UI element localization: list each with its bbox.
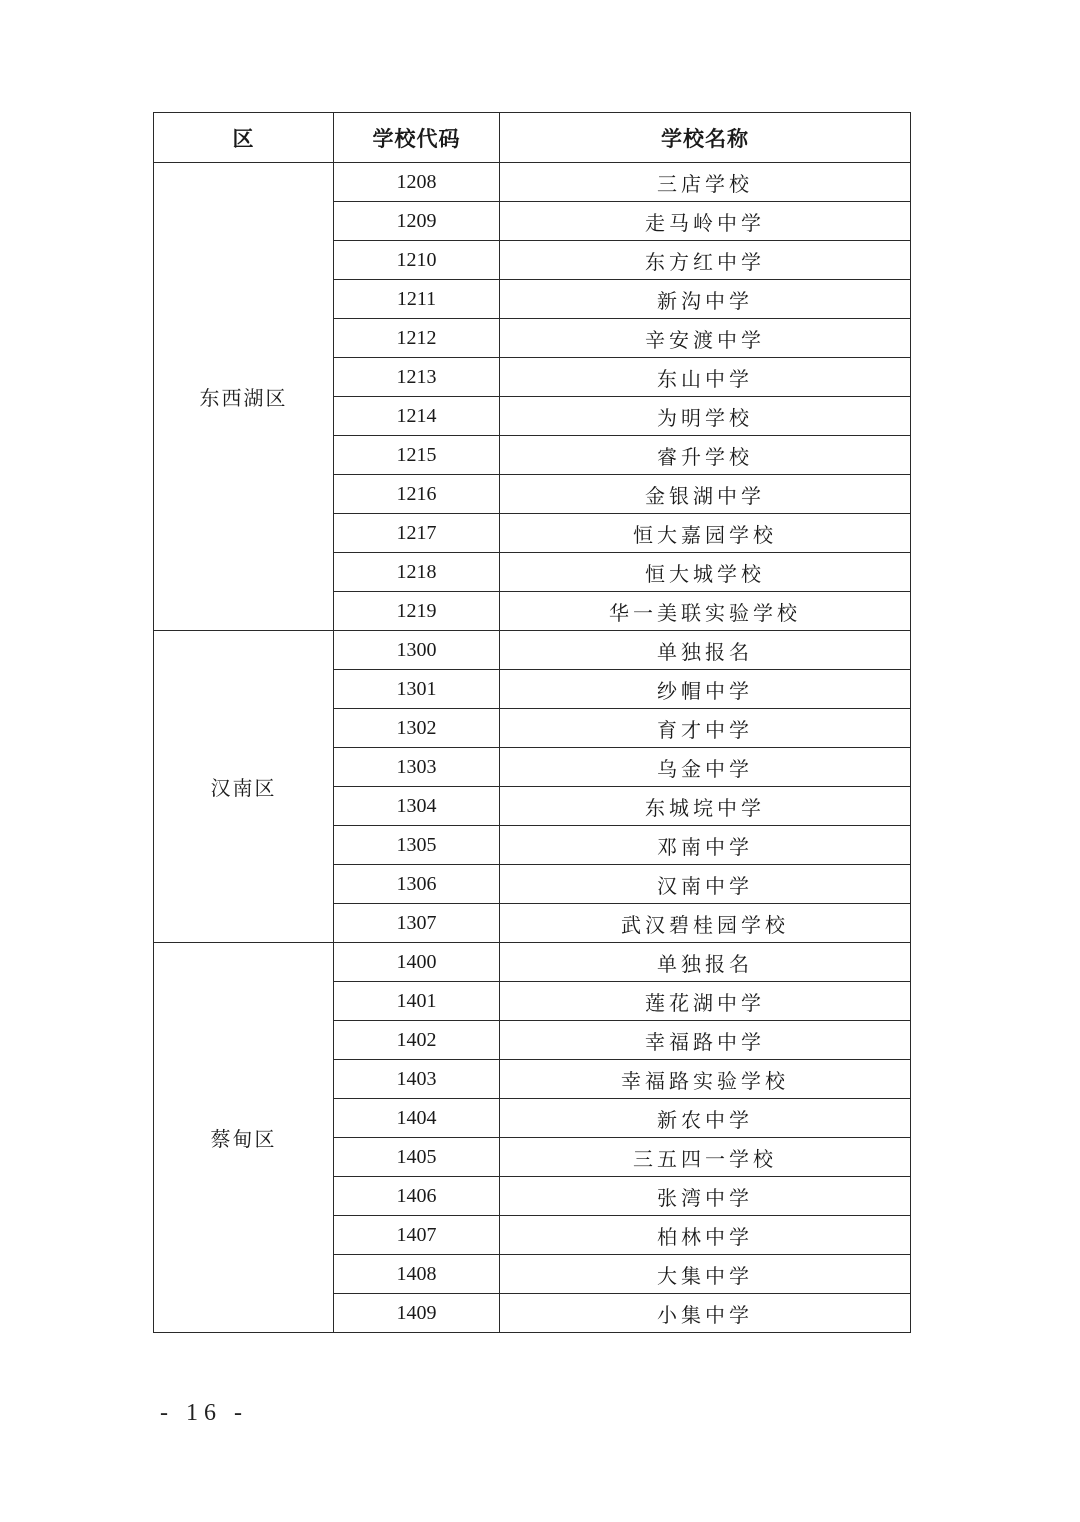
school-code-cell: 1213: [334, 358, 500, 397]
school-code-cell: 1300: [334, 631, 500, 670]
school-name-cell: 汉南中学: [500, 865, 911, 904]
school-name-cell: 辛安渡中学: [500, 319, 911, 358]
school-name-cell: 新农中学: [500, 1099, 911, 1138]
school-code-cell: 1307: [334, 904, 500, 943]
school-code-cell: 1404: [334, 1099, 500, 1138]
school-code-cell: 1215: [334, 436, 500, 475]
school-name-cell: 三五四一学校: [500, 1138, 911, 1177]
school-code-cell: 1400: [334, 943, 500, 982]
page-number: - 16 -: [160, 1400, 248, 1426]
school-name-cell: 恒大城学校: [500, 553, 911, 592]
school-name-cell: 幸福路实验学校: [500, 1060, 911, 1099]
school-name-cell: 小集中学: [500, 1294, 911, 1333]
school-code-cell: 1403: [334, 1060, 500, 1099]
school-code-cell: 1210: [334, 241, 500, 280]
school-name-cell: 张湾中学: [500, 1177, 911, 1216]
school-code-cell: 1219: [334, 592, 500, 631]
header-district: 区: [154, 113, 334, 163]
school-name-cell: 新沟中学: [500, 280, 911, 319]
school-code-cell: 1216: [334, 475, 500, 514]
table-row: [154, 943, 911, 982]
school-name-cell: 单独报名: [500, 943, 911, 982]
school-code-cell: 1409: [334, 1294, 500, 1333]
school-code-cell: 1212: [334, 319, 500, 358]
school-code-cell: 1301: [334, 670, 500, 709]
school-code-cell: 1208: [334, 163, 500, 202]
school-name-cell: 莲花湖中学: [500, 982, 911, 1021]
school-name-cell: 为明学校: [500, 397, 911, 436]
school-name-cell: 金银湖中学: [500, 475, 911, 514]
school-code-cell: 1218: [334, 553, 500, 592]
school-code-cell: 1406: [334, 1177, 500, 1216]
header-school-code: 学校代码: [334, 113, 500, 163]
school-code-table: [153, 112, 911, 1333]
school-name-cell: 单独报名: [500, 631, 911, 670]
school-name-cell: 柏林中学: [500, 1216, 911, 1255]
school-name-cell: 睿升学校: [500, 436, 911, 475]
school-name-cell: 邓南中学: [500, 826, 911, 865]
school-name-cell: 东山中学: [500, 358, 911, 397]
school-code-cell: 1402: [334, 1021, 500, 1060]
school-code-cell: 1303: [334, 748, 500, 787]
school-code-cell: 1209: [334, 202, 500, 241]
header-school-name: 学校名称: [500, 113, 911, 163]
table-row: [154, 631, 911, 670]
school-name-cell: 幸福路中学: [500, 1021, 911, 1060]
school-code-cell: 1408: [334, 1255, 500, 1294]
district-cell: 蔡甸区: [154, 943, 334, 1333]
school-code-cell: 1211: [334, 280, 500, 319]
school-name-cell: 武汉碧桂园学校: [500, 904, 911, 943]
district-cell: 东西湖区: [154, 163, 334, 631]
school-name-cell: 恒大嘉园学校: [500, 514, 911, 553]
school-code-cell: 1306: [334, 865, 500, 904]
table-body: [154, 163, 911, 1333]
school-code-cell: 1302: [334, 709, 500, 748]
school-name-cell: 东方红中学: [500, 241, 911, 280]
school-code-cell: 1214: [334, 397, 500, 436]
table-header-row: [154, 113, 911, 163]
school-code-cell: 1304: [334, 787, 500, 826]
school-code-cell: 1405: [334, 1138, 500, 1177]
school-code-cell: 1401: [334, 982, 500, 1021]
table-row: [154, 163, 911, 202]
school-name-cell: 大集中学: [500, 1255, 911, 1294]
district-cell: 汉南区: [154, 631, 334, 943]
school-name-cell: 三店学校: [500, 163, 911, 202]
school-code-cell: 1305: [334, 826, 500, 865]
school-name-cell: 乌金中学: [500, 748, 911, 787]
school-code-cell: 1407: [334, 1216, 500, 1255]
school-code-cell: 1217: [334, 514, 500, 553]
school-name-cell: 纱帽中学: [500, 670, 911, 709]
school-name-cell: 东城垸中学: [500, 787, 911, 826]
school-name-cell: 育才中学: [500, 709, 911, 748]
school-name-cell: 走马岭中学: [500, 202, 911, 241]
school-name-cell: 华一美联实验学校: [500, 592, 911, 631]
